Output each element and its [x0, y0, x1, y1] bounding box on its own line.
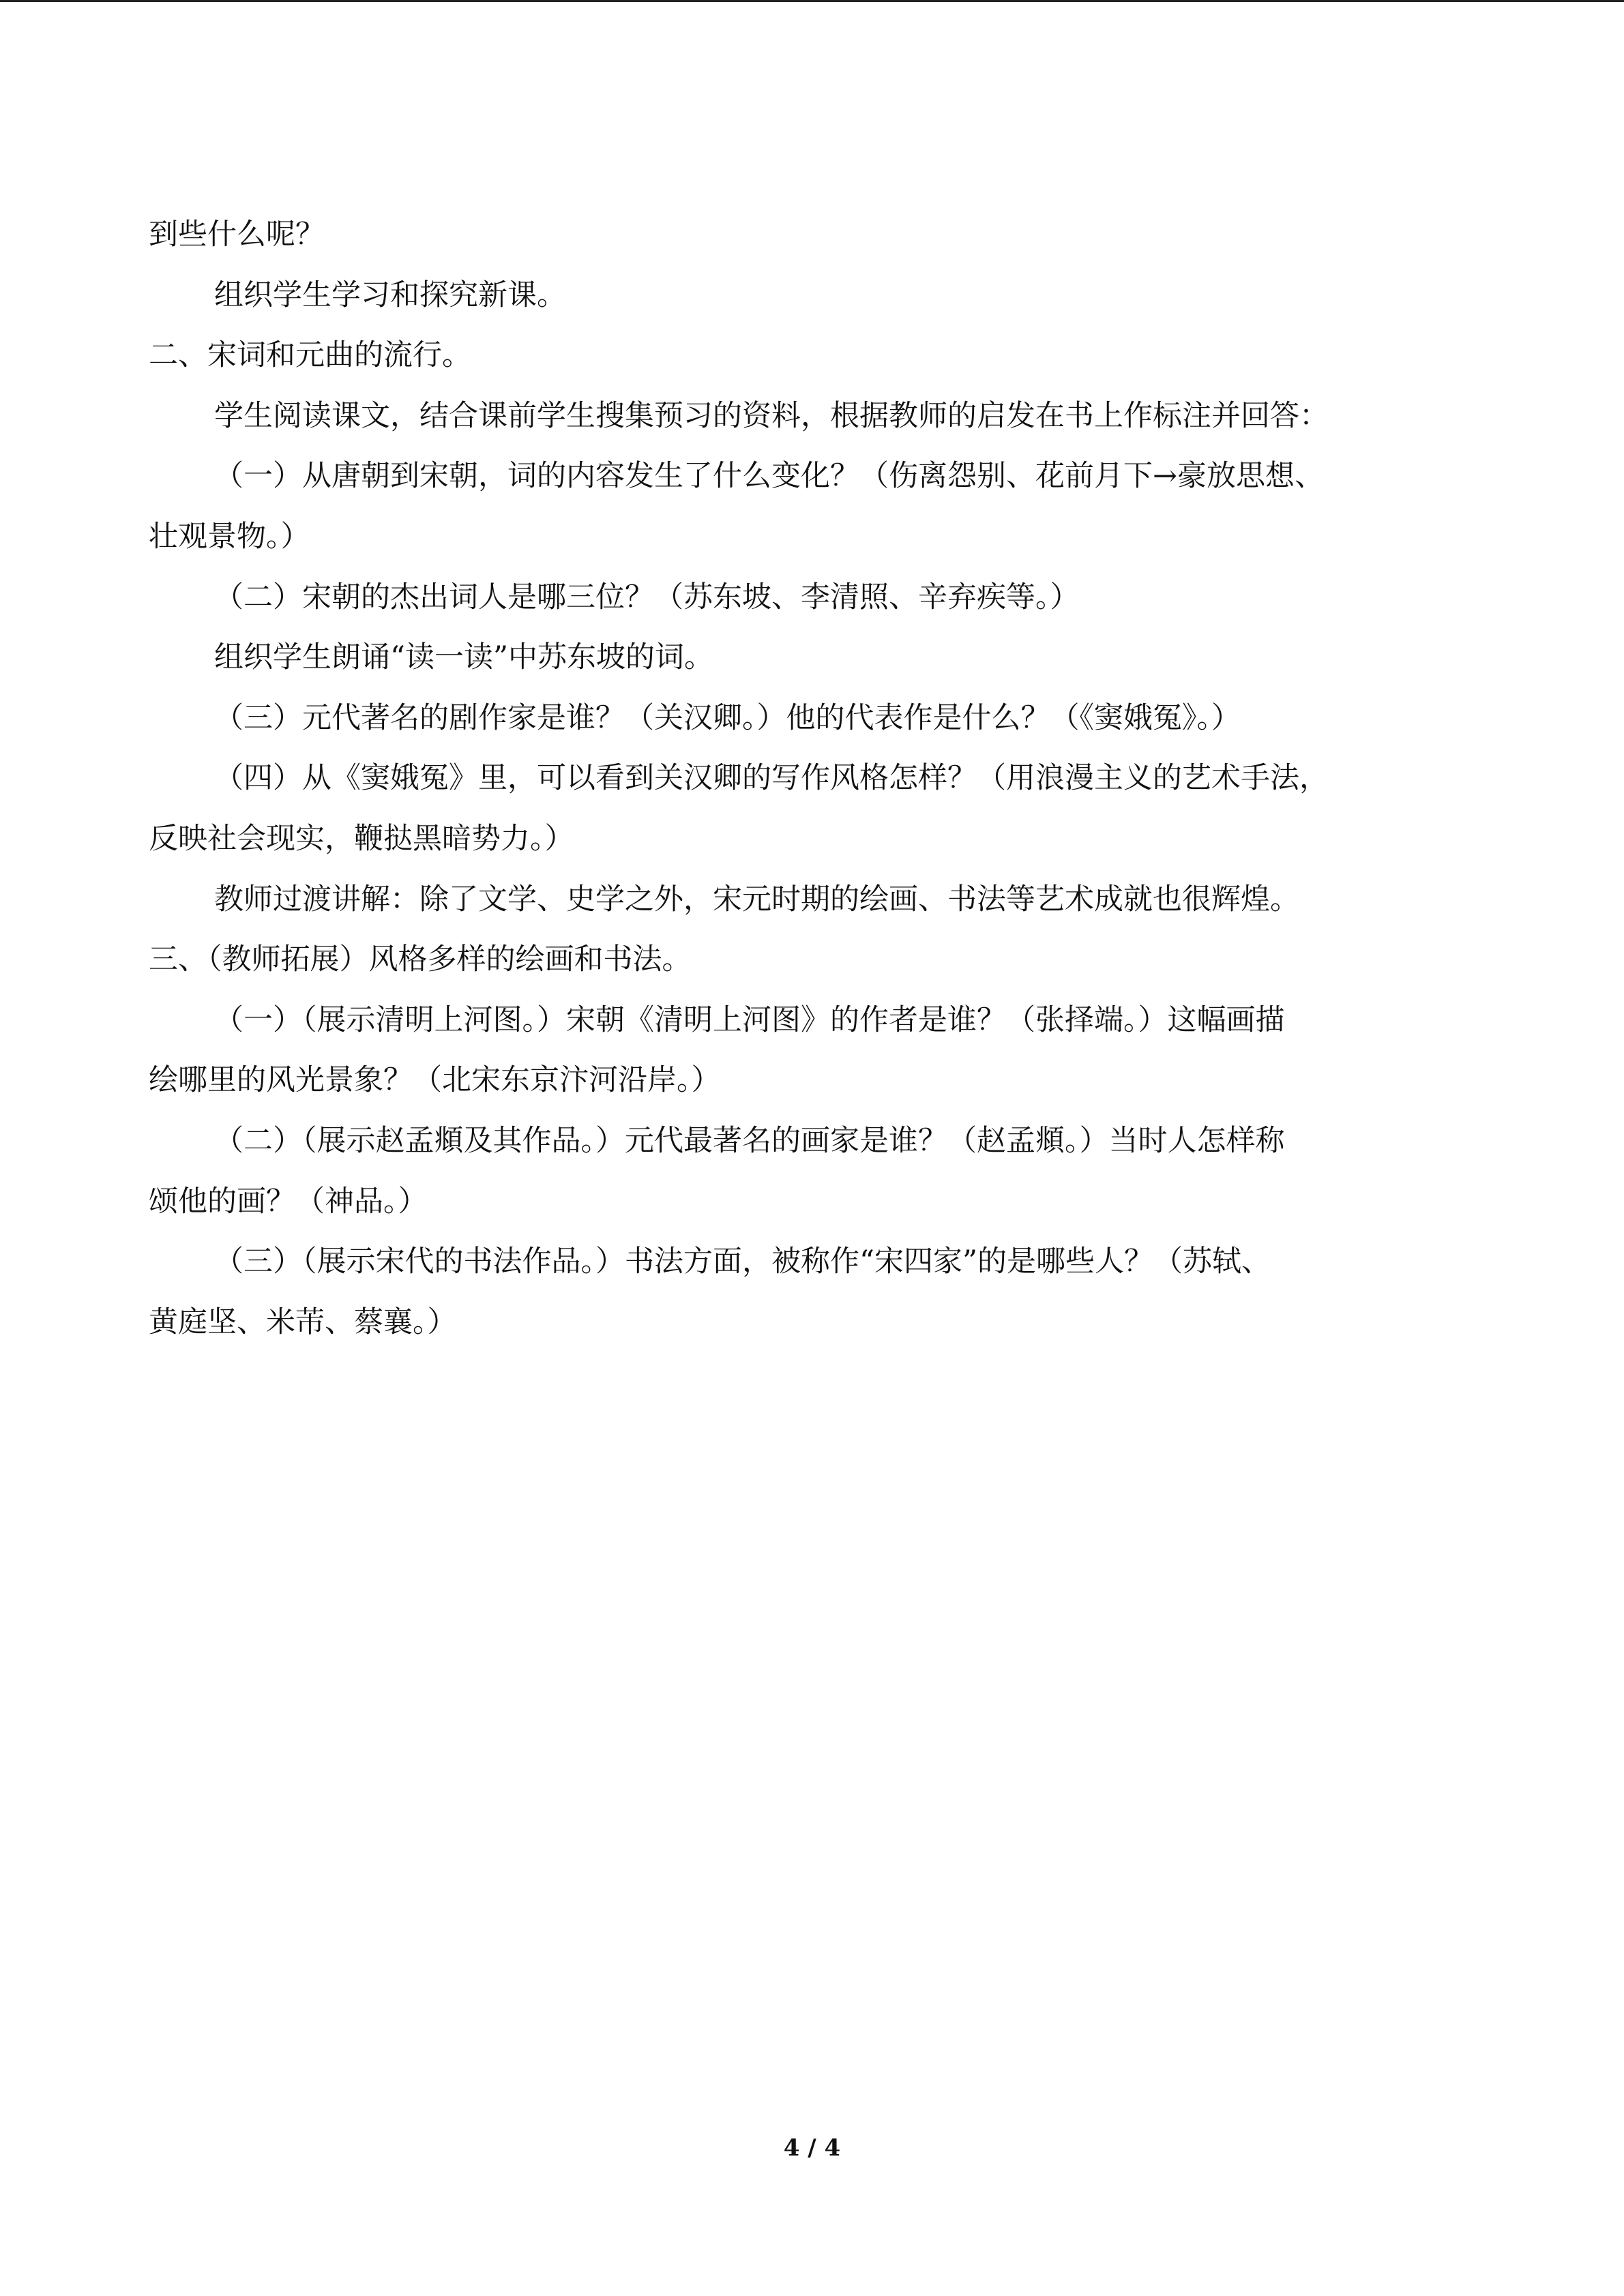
painting-question-1-continued: 绘哪里的风光景象？（北宋东京汴河沿岸。）	[149, 1063, 721, 1098]
painting-question-2-continued: 颂他的画？（神品。）	[149, 1184, 428, 1219]
calligraphy-question-continued: 黄庭坚、米芾、蔡襄。）	[149, 1304, 457, 1339]
text-line-4: 学生阅读课文，结合课前学生搜集预习的资料，根据教师的启发在书上作标注并回答：	[214, 398, 1329, 433]
question-1-continued: 壮观景物。）	[149, 519, 310, 554]
question-1: （一）从唐朝到宋朝，词的内容发生了什么变化？（伤离怨别、花前月下→豪放思想、	[214, 459, 1325, 494]
section-heading-2: 二、宋词和元曲的流行。	[149, 338, 471, 373]
text-line-8: 组织学生朗诵“读一读”中苏东坡的词。	[214, 640, 713, 675]
question-4-continued: 反映社会现实，鞭挞黑暗势力。）	[149, 821, 574, 856]
text-line-2: 组织学生学习和探究新课。	[214, 278, 566, 312]
painting-question-1: （一）（展示清明上河图。）宋朝《清明上河图》的作者是谁？（张择端。）这幅画描	[214, 1002, 1285, 1037]
question-4: （四）从《窦娥冤》里，可以看到关汉卿的写作风格怎样？（用浪漫主义的艺术手法，	[214, 761, 1329, 796]
question-2: （二）宋朝的杰出词人是哪三位？（苏东坡、李清照、辛弃疾等。）	[214, 580, 1080, 614]
document-body	[149, 205, 1468, 1352]
page-number: 4 / 4	[783, 2134, 841, 2162]
calligraphy-question: （三）（展示宋代的书法作品。）书法方面，被称作“宋四家”的是哪些人？（苏轼、	[214, 1244, 1271, 1279]
painting-question-2: （二）（展示赵孟頫及其作品。）元代最著名的画家是谁？（赵孟頫。）当时人怎样称	[214, 1123, 1285, 1158]
section-heading-3: 三、（教师拓展）风格多样的绘画和书法。	[149, 942, 692, 977]
text-line-1: 到些什么呢？	[149, 218, 325, 252]
question-3: （三）元代著名的剧作家是谁？（关汉卿。）他的代表作是什么？（《窦娥冤》。）	[214, 700, 1241, 735]
top-border-line	[0, 0, 1624, 2]
transition-text: 教师过渡讲解：除了文学、史学之外，宋元时期的绘画、书法等艺术成就也很辉煌。	[214, 882, 1299, 916]
